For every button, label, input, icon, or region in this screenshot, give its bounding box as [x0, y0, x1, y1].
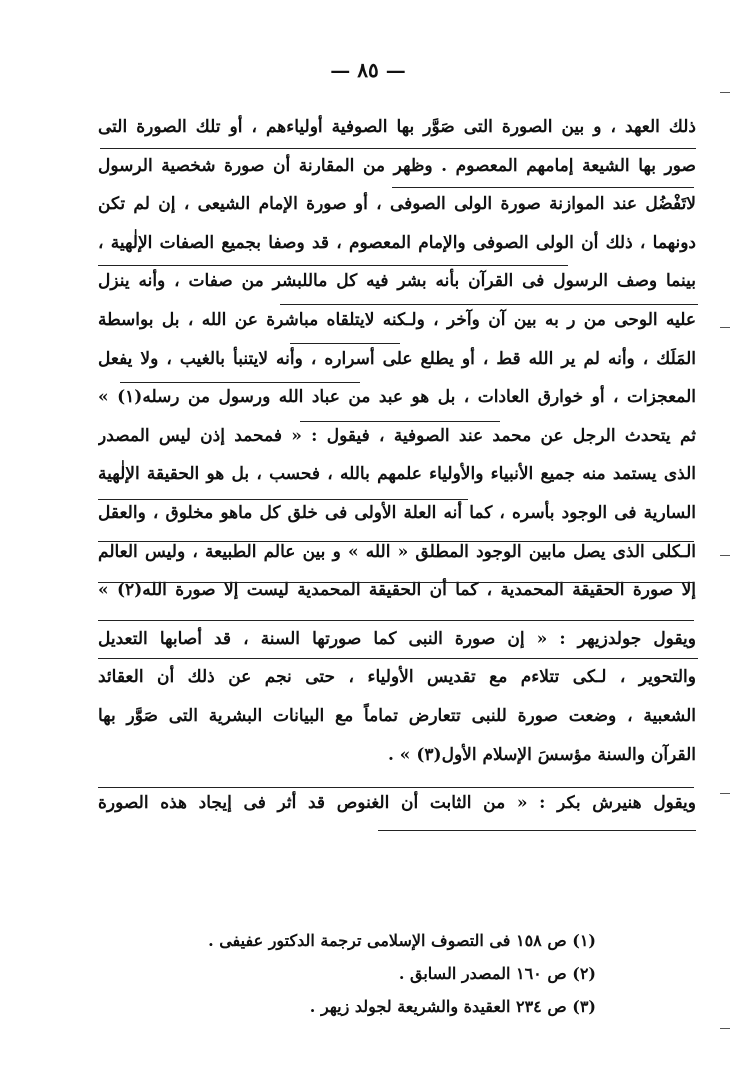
pencil-underline: [98, 582, 694, 583]
text-line: ثم يتحدث الرجل عن محمد عند الصوفية ، فيقول : « فمحمد إذن ليس المصدر: [98, 425, 696, 446]
text-line: لاتَفْضُل عند الموازنة صورة الولى الصوفى ، أو صورة الإمام الشيعى ، إن لم تكن: [98, 194, 696, 215]
pencil-underline: [98, 620, 694, 621]
text-line: الـكلى الذى يصل مابين الوجود المطلق « الله » و بين عالم الطبيعة ، وليس العالم: [98, 541, 696, 562]
main-text: [98, 108, 696, 823]
text-line: المَلَك ، وأنه لم ير الله قط ، أو يطلع على أسراره ، وأنه لايتنبأ بالغيب ، ولا يفعل: [98, 348, 696, 369]
pencil-underline: [98, 265, 568, 266]
scan-edge-mark: [720, 327, 730, 328]
scan-edge-mark: [720, 92, 730, 93]
pencil-underline: [98, 658, 698, 659]
pencil-underline: [290, 343, 400, 344]
text-line: القرآن والسنة مؤسسَ الإسلام الأول(٣) » .: [387, 744, 696, 765]
footnote: (٣) ص ٢٣٤ العقيدة والشريعة لجولد زيهر .: [309, 997, 596, 1016]
text-line: ذلك العهد ، و بين الصورة التى صَوَّر بها الصوفية أولياءهم ، أو تلك الصورة التى: [98, 117, 696, 137]
pencil-underline: [300, 421, 500, 422]
text-line: عليه الوحى من ر به بين آن وآخر ، ولـكنه لايتلقاه مباشرة عن الله ، بل بواسطة: [98, 309, 696, 330]
pencil-underline: [120, 382, 360, 383]
pencil-underline: [98, 541, 694, 542]
text-line: ويقول جولدزيهر : « إن صورة النبى كما صورتها السنة ، قد أصابها التعديل: [98, 628, 696, 649]
footnote: (١) ص ١٥٨ فى التصوف الإسلامى ترجمة الدكتور عفيفى .: [208, 931, 596, 950]
text-line: السارية فى الوجود بأسره ، كما أنه العلة الأولى فى خلق كل ماهو مخلوق ، والعقل: [98, 502, 696, 523]
scan-edge-mark: [720, 1028, 730, 1029]
footnote: (٢) ص ١٦٠ المصدر السابق .: [398, 964, 596, 983]
pencil-underline: [392, 187, 694, 188]
text-line: بينما وصف الرسول فى القرآن بأنه بشر فيه كل ماللبشر من صفات ، وأنه ينزل: [98, 271, 696, 292]
text-line: الذى يستمد منه جميع الأنبياء والأولياء علمهم بالله ، فحسب ، بل هو الحقيقة الإلٰهية: [98, 464, 696, 485]
text-line: والتحوير ، لـكى تتلاءم مع تقديس الأولياء ، حتى نجم عن ذلك أن العقائد: [98, 667, 696, 688]
footnotes: [208, 924, 596, 1023]
pencil-underline: [98, 787, 694, 788]
scan-edge-mark: [720, 793, 730, 794]
page-number: — ٨٥ —: [330, 58, 406, 82]
scan-edge-mark: [720, 555, 730, 556]
pencil-underline: [378, 830, 696, 831]
pencil-underline: [100, 148, 696, 149]
text-line: المعجزات ، أو خوارق العادات ، بل هو عبد من عباد الله ورسول من رسله(١) »: [98, 387, 696, 408]
text-line: الشعبية ، وضعت صورة للنبى تتعارض تماماً مع البيانات البشرية التى صَوَّر بها: [98, 705, 696, 726]
text-line: ويقول هنيرش بكر : « من الثابت أن الغنوص قد أثر فى إيجاد هذه الصورة: [98, 793, 696, 814]
text-line: صور بها الشيعة إمامهم المعصوم . وظهر من المقارنة أن صورة شخصية الرسول: [98, 155, 696, 176]
text-line: دونهما ، ذلك أن الولى الصوفى والإمام المعصوم ، قد وصفا بجميع الصفات الإلٰهية ،: [98, 232, 696, 253]
pencil-underline: [98, 499, 468, 500]
text-line: إلا صورة الحقيقة المحمدية ، كما أن الحقيقة المحمدية ليست إلا صورة الله(٢) »: [98, 580, 696, 601]
pencil-underline: [280, 304, 698, 305]
